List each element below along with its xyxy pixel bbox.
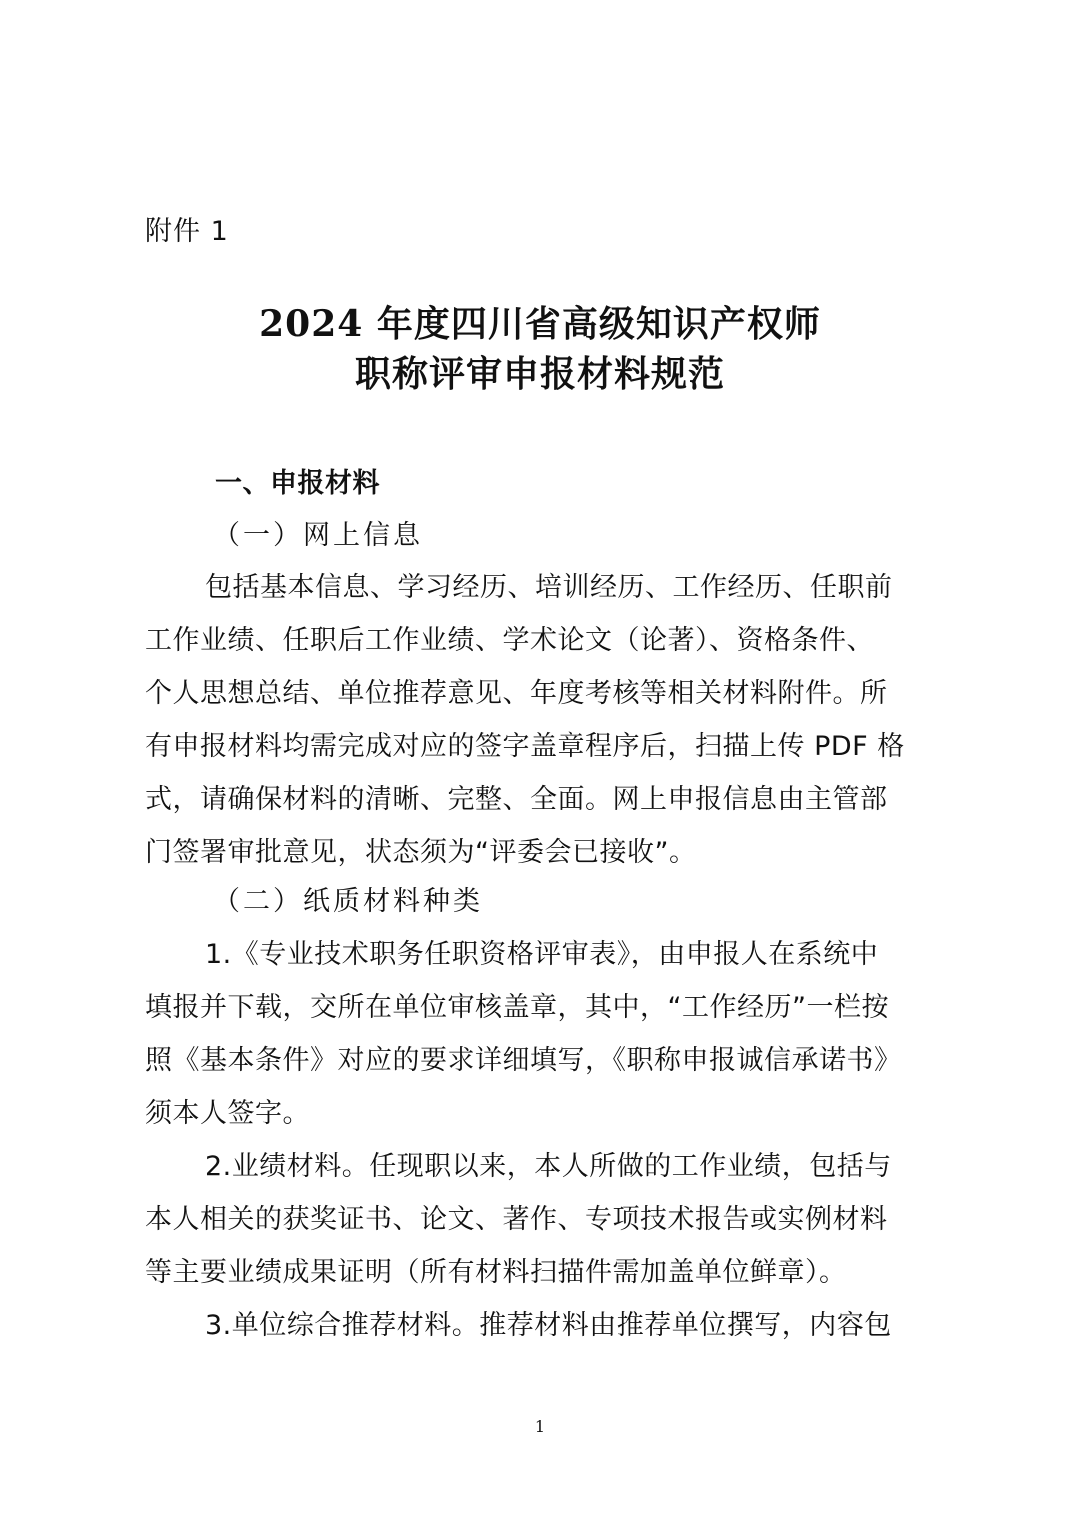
subsection-heading-paper: （二）纸质材料种类 (213, 886, 483, 917)
document-title-line-2: 职称评审申报材料规范 (354, 353, 725, 395)
paragraph-line: 须本人签字。 (145, 1098, 310, 1129)
paragraph-line: 本人相关的获奖证书、论文、著作、专项技术报告或实例材料 (145, 1204, 888, 1235)
paragraph-line: 1.《专业技术职务任职资格评审表》，由申报人在系统中 (205, 939, 879, 970)
paragraph-line: 3.单位综合推荐材料。推荐材料由推荐单位撰写，内容包 (205, 1310, 892, 1341)
paragraph-line: 门签署审批意见，状态须为“评委会已接收”。 (145, 837, 697, 868)
paragraph-line: 有申报材料均需完成对应的签字盖章程序后，扫描上传 PDF 格 (145, 731, 905, 762)
attachment-label: 附件 1 (145, 216, 229, 247)
paragraph-line: 等主要业绩成果证明（所有材料扫描件需加盖单位鲜章）。 (145, 1257, 847, 1288)
subsection-heading-online: （一）网上信息 (213, 520, 423, 551)
paragraph-line: 工作业绩、任职后工作业绩、学术论文（论著）、资格条件、 (145, 625, 874, 656)
paragraph-line: 填报并下载，交所在单位审核盖章，其中，“工作经历”一栏按 (145, 992, 889, 1023)
paragraph-line: 包括基本信息、学习经历、培训经历、工作经历、任职前 (205, 572, 893, 603)
paragraph-line: 个人思想总结、单位推荐意见、年度考核等相关材料附件。所 (145, 678, 888, 709)
paragraph-line: 式，请确保材料的清晰、完整、全面。网上申报信息由主管部 (145, 784, 888, 815)
document-title-line-1: 2024 年度四川省高级知识产权师 (259, 303, 821, 345)
paragraph-line: 照《基本条件》对应的要求详细填写，《职称申报诚信承诺书》 (145, 1045, 902, 1076)
paragraph-line: 2.业绩材料。任现职以来，本人所做的工作业绩，包括与 (205, 1151, 892, 1182)
section-heading: 一、申报材料 (215, 468, 380, 499)
page-number: 1 (534, 1417, 546, 1436)
